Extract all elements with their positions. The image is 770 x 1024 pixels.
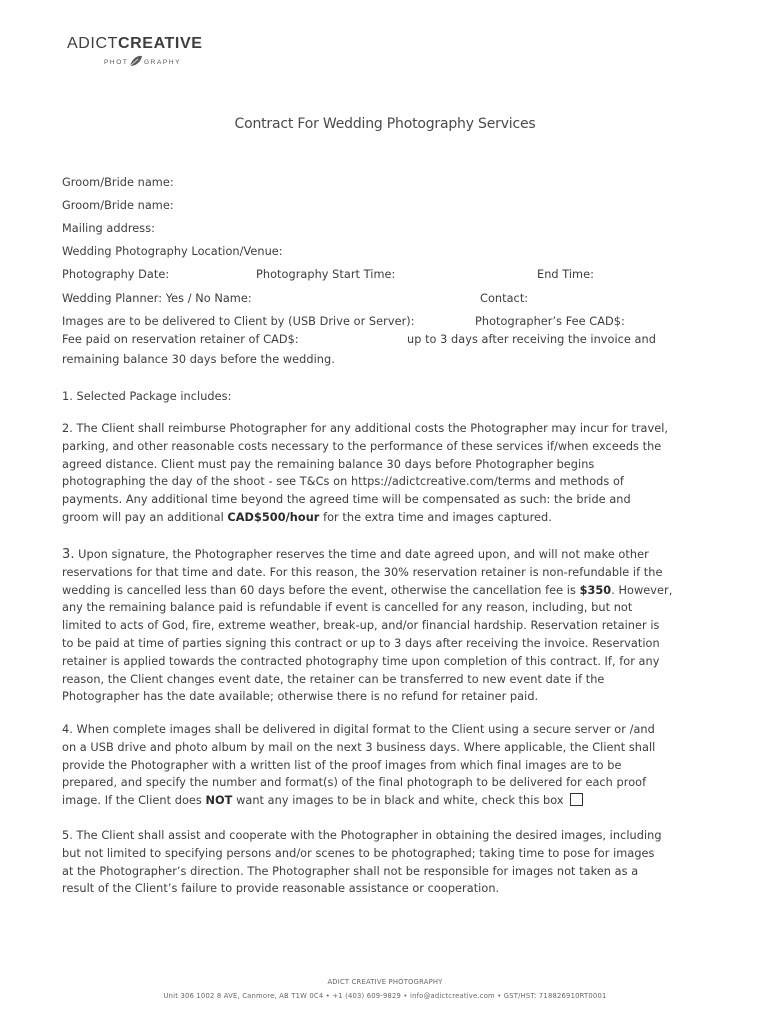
end-time-label: End Time: <box>537 268 594 281</box>
section-3-cancellation-fee: $350 <box>579 583 612 597</box>
section-2-reimbursement <box>62 420 710 527</box>
photographer-fee-label: Photographer’s Fee CAD$: <box>475 315 625 328</box>
logo-subtitle <box>104 56 194 70</box>
section-2-text: 2. The Client shall reimburse Photographer for any additional costs the Photographer may incur for travel, parking, and other reasonable costs necessary to the performance of these services if/when exceeds the agreed distance. Client must pay the remaining balance 30 days before Photographer begins photographing the day of the shoot - see T&Cs on https://adictcreative.com/terms and methods of payments. Any additional time beyond the agreed time will be compensated as such: the bride and groom will pay an additional <box>62 422 669 524</box>
logo-wordmark <box>67 35 203 53</box>
photography-date-label: Photography Date: <box>62 268 170 281</box>
document-title: Contract For Wedding Photography Services <box>234 116 536 132</box>
section-4-not: NOT <box>205 794 233 808</box>
mailing-address-label: Mailing address: <box>62 222 155 235</box>
black-white-checkbox[interactable] <box>570 793 583 806</box>
retainer-terms: up to 3 days after receiving the invoice and <box>407 333 656 346</box>
section-1-package: 1. Selected Package includes: <box>62 390 232 403</box>
section-4-text: 4. When complete images shall be delivered in digital format to the Client using a secure server or /and on a USB drive and photo album by mail on the next 3 business days. Where applicable, the Client shall provide the Photographer with a written list of the proof images from which final images are to be prepared, and specify the number and format(s) of the final photograph to be delivered for each proof image. If the Client does <box>62 723 656 808</box>
section-5-cooperation: 5. The Client shall assist and cooperate with the Photographer in obtaining the desired images, including but not limited to specifying persons and/or scenes to be photographed; taking time to pose for images at the Photographer’s direction. The Photographer shall not be responsible for images not taken as a result of the Client’s failure to provide reasonable assistance or cooperation. <box>62 829 662 896</box>
wedding-planner-label: Wedding Planner: Yes / No Name: <box>62 292 252 305</box>
section-3-text: Upon signature, the Photographer reserves the time and date agreed upon, and will not make other reservations for that time and date. For this reason, the 30% reservation retainer is non-refundable if the wedding is cancelled less than 60 days before the event, otherwise the cancellation fee is <box>62 548 663 597</box>
logo-word-2: CREATIVE <box>118 35 203 52</box>
section-4-delivery <box>62 721 710 810</box>
logo-sub-left: PHOT <box>104 59 129 66</box>
groom-bride-name-1: Groom/Bride name: <box>62 176 174 189</box>
contact-label: Contact: <box>480 292 529 305</box>
section-3-reservation <box>62 546 710 706</box>
logo-word-1: ADICT <box>67 35 118 52</box>
balance-terms: remaining balance 30 days before the wedding. <box>62 353 335 366</box>
section-2-hourly-rate: CAD$500/hour <box>227 510 320 524</box>
company-logo <box>67 35 203 70</box>
groom-bride-name-2: Groom/Bride name: <box>62 199 174 212</box>
section-4-text-end: want any images to be in black and white, check this box <box>232 794 568 808</box>
footer-company: ADICT CREATIVE PHOTOGRAPHY <box>327 978 443 986</box>
footer-address: Unit 306 1002 8 AVE, Canmore, AB T1W 0C4 • +1 (403) 609-9829 • info@adictcreative.com • GST/HST: 718826910RT0001 <box>163 992 607 1000</box>
section-3-number: 3. <box>62 547 75 562</box>
venue-label: Wedding Photography Location/Venue: <box>62 245 283 258</box>
section-2-text-end: for the extra time and images captured. <box>319 510 552 524</box>
delivery-method-label: Images are to be delivered to Client by (USB Drive or Server): <box>62 315 415 328</box>
start-time-label: Photography Start Time: <box>256 268 396 281</box>
leaf-icon <box>128 54 144 68</box>
retainer-label: Fee paid on reservation retainer of CAD$: <box>62 333 299 346</box>
logo-sub-right: GRAPHY <box>144 59 182 66</box>
section-3-text-end: . However, any the remaining balance paid is refundable if event is cancelled for any reason, including, but not limited to acts of God, fire, extreme weather, break-up, and/or financial hardship. Reservation retainer is to be paid at time of parties signing this contract or up to 3 days after receiving the invoice. Reservation retainer is applied towards the contracted photography time upon completion of this contract. If, for any reason, the Client changes event date, the retainer can be transferred to new event date if the Photographer has the date available; otherwise there is no refund for retainer paid. <box>62 583 673 704</box>
